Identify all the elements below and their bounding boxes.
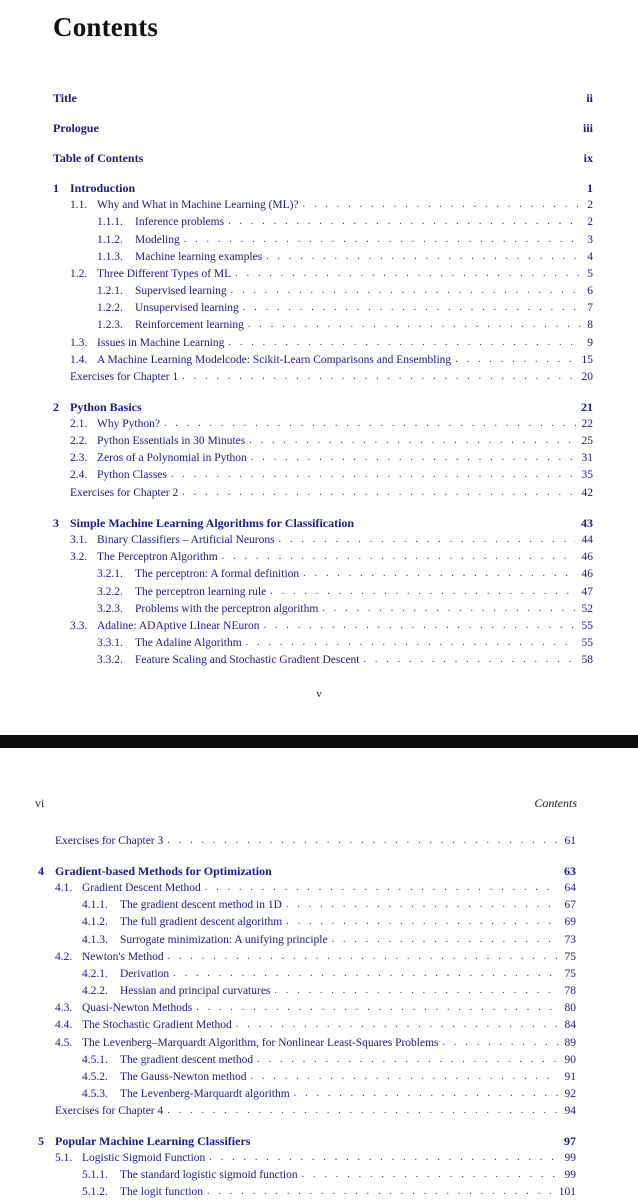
entry-title: Exercises for Chapter 2 [70,487,179,499]
entry-page: 25 [581,435,593,447]
front-matter-entry[interactable] [53,89,593,105]
entry-page: 31 [581,452,593,464]
entry-title: Hessian and principal curvatures [120,985,271,997]
entry-page: 1 [587,181,593,195]
toc-chapter-entry[interactable] [38,862,576,878]
dot-leader [249,434,575,448]
toc-entry[interactable] [55,948,576,964]
dot-leader [222,550,576,564]
dot-leader [182,486,575,500]
dot-leader [235,267,581,281]
entry-number: 4.5. [55,1037,73,1049]
entry-number: 4.2.2. [82,985,108,997]
entry-title: The gradient descent method [120,1054,254,1066]
dot-leader [243,301,581,315]
toc-entry[interactable] [70,583,593,599]
dot-leader [455,353,575,367]
toc-entry[interactable] [55,931,576,947]
page-folio: v [316,688,322,700]
entry-page: 84 [564,1019,576,1031]
entry-title: Supervised learning [135,285,227,297]
dot-leader [196,1001,558,1015]
entry-title: Gradient-based Methods for Optimization [55,864,272,878]
toc-entry[interactable] [70,634,593,650]
entry-title: Zeros of a Polynomial in Python [97,452,247,464]
entry-title: Prologue [53,121,99,135]
entry-title: The logit function [120,1186,204,1198]
dot-leader [207,1185,553,1199]
entry-title: The Levenberg–Marquardt Algorithm, for Nonlinear Least-Squares Problems [82,1037,439,1049]
entry-title: The Gauss-Newton method [120,1071,247,1083]
entry-number: 4.1. [55,882,73,894]
entry-title: Title [53,91,77,105]
entry-number: 3.3. [70,620,88,632]
toc-entry[interactable] [55,1051,576,1067]
entry-number: 2.2. [70,435,88,447]
entry-title: Exercises for Chapter 3 [55,835,164,847]
dot-leader [246,636,576,650]
front-matter-entry[interactable] [53,149,593,165]
entry-number: 2.1. [70,418,88,430]
toc-entry[interactable] [70,299,593,315]
entry-title: Introduction [70,181,136,195]
entry-number: 4.5.1. [82,1054,108,1066]
dot-leader [168,950,559,964]
entry-page: 46 [581,568,593,580]
entry-page: 78 [564,985,576,997]
entry-title: The Perceptron Algorithm [97,551,218,563]
entry-number: 5.1. [55,1152,73,1164]
entry-number: 1.3. [70,337,88,349]
entry-page: 61 [564,835,576,847]
entry-number: 3 [53,516,59,530]
page-separator [0,735,638,748]
entry-title: Logistic Sigmoid Function [82,1152,206,1164]
toc-entry[interactable] [70,600,593,616]
dot-leader [184,233,582,247]
entry-page: 92 [564,1088,576,1100]
entry-number: 4.2.1. [82,968,108,980]
page-title: Contents [53,12,159,42]
toc-entry[interactable] [70,334,593,350]
dot-leader [364,653,576,667]
dot-leader [286,915,558,929]
dot-leader [294,1087,559,1101]
toc-entry[interactable] [70,617,593,633]
entry-title: Why Python? [97,418,160,430]
entry-number: 3.2.2. [97,586,123,598]
toc-entry[interactable] [55,1034,576,1050]
dot-leader [164,417,576,431]
toc-entry[interactable] [70,213,593,229]
entry-title: Reinforcement learning [135,319,244,331]
entry-page: 99 [564,1152,576,1164]
entry-number: 2.3. [70,452,88,464]
entry-number: 4 [38,864,44,878]
toc-entry[interactable] [55,1183,576,1199]
entry-title: Why and What in Machine Learning (ML)? [97,199,299,211]
entry-title: The standard logistic sigmoid function [120,1169,298,1181]
entry-title: The Adaline Algorithm [135,637,242,649]
dot-leader [248,318,581,332]
entry-title: Three Different Types of ML [97,268,232,280]
entry-title: Modeling [135,234,180,246]
entry-page: 52 [581,603,593,615]
entry-number: 1 [53,181,59,195]
entry-title: The Stochastic Gradient Method [82,1019,232,1031]
entry-number: 4.5.3. [82,1088,108,1100]
entry-page: 43 [581,516,593,530]
entry-number: 4.1.1. [82,899,108,911]
toc-entry[interactable] [70,231,593,247]
dot-leader [279,533,576,547]
entry-number: 1.1. [70,199,88,211]
toc-entry[interactable] [70,248,593,264]
entry-number: 4.4. [55,1019,73,1031]
entry-title: Popular Machine Learning Classifiers [55,1134,251,1148]
toc-entry[interactable] [70,531,593,547]
dot-leader [236,1018,559,1032]
entry-number: 3.1. [70,534,88,546]
entry-page: 101 [558,1186,576,1198]
entry-page: ix [583,151,593,165]
entry-page: 75 [564,968,576,980]
dot-leader [286,898,559,912]
toc-entry[interactable] [55,965,576,981]
entry-page: ii [586,91,593,105]
dot-leader [443,1036,559,1050]
entry-title: Python Essentials in 30 Minutes [97,435,246,447]
entry-page: 47 [581,586,593,598]
dot-leader [182,370,575,384]
toc-entry[interactable] [70,449,593,465]
dot-leader [228,215,581,229]
toc-entry[interactable] [70,651,593,667]
toc-entry[interactable] [55,1149,576,1165]
toc-entry[interactable] [55,1085,576,1101]
dot-leader [251,451,576,465]
dot-leader [264,619,576,633]
dot-leader [167,834,558,848]
dot-leader [270,585,575,599]
toc-entry[interactable] [70,484,593,500]
entry-page: 20 [581,371,593,383]
entry-title: Feature Scaling and Stochastic Gradient Descent [135,654,360,666]
toc-entry[interactable] [55,1166,576,1182]
entry-title: Table of Contents [53,151,144,165]
entry-page: 4 [587,251,593,263]
dot-leader [322,602,575,616]
toc-entry[interactable] [70,368,593,384]
entry-page: 55 [581,620,593,632]
entry-title: Gradient Descent Method [82,882,201,894]
entry-number: 2 [53,400,59,414]
entry-page: 58 [581,654,593,666]
toc-entry[interactable] [55,1016,576,1032]
entry-page: 55 [581,637,593,649]
toc-entry[interactable] [55,879,576,895]
dot-leader [173,967,558,981]
toc-entry[interactable] [55,1102,576,1118]
page-folio: vi [35,796,45,810]
entry-page: 35 [581,469,593,481]
toc-chapter-entry[interactable] [53,398,593,414]
entry-page: 67 [564,899,576,911]
dot-leader [250,1070,558,1084]
toc-entry[interactable] [70,565,593,581]
toc-entry[interactable] [70,282,593,298]
front-matter-entry[interactable] [53,119,593,135]
toc-entry[interactable] [55,1068,576,1084]
entry-page: 3 [587,234,593,246]
dot-leader [171,468,576,482]
entry-title: Issues in Machine Learning [97,337,225,349]
entry-title: Derivation [120,968,170,980]
toc-entry[interactable] [70,466,593,482]
entry-title: Exercises for Chapter 1 [70,371,179,383]
toc-chapter-entry[interactable] [38,1132,576,1148]
toc-entry[interactable] [55,913,576,929]
entry-title: Inference problems [135,216,225,228]
toc-entry[interactable] [70,548,593,564]
entry-number: 3.3.2. [97,654,123,666]
toc-entry[interactable] [70,265,593,281]
dot-leader [303,198,582,212]
entry-page: 46 [581,551,593,563]
entry-page: 75 [564,951,576,963]
toc-chapter-entry[interactable] [53,514,593,530]
entry-number: 4.1.2. [82,916,108,928]
entry-page: 9 [587,337,593,349]
entry-page: iii [582,121,593,135]
entry-number: 1.1.3. [97,251,123,263]
entry-page: 69 [564,916,576,928]
entry-page: 21 [581,400,593,414]
dot-leader [303,567,575,581]
toc-entry[interactable] [55,982,576,998]
entry-page: 91 [564,1071,576,1083]
dot-leader [231,284,582,298]
entry-title: A Machine Learning Modelcode: Scikit-Learn Comparisons and Ensembling [97,354,452,366]
entry-page: 7 [587,302,593,314]
entry-number: 4.2. [55,951,73,963]
dot-leader [266,250,581,264]
entry-title: Adaline: ADAptive LInear NEuron [97,620,260,632]
entry-title: The full gradient descent algorithm [120,916,283,928]
entry-page: 42 [581,487,593,499]
dot-leader [205,881,559,895]
dot-leader [228,336,581,350]
toc-entry[interactable] [55,999,576,1015]
entry-title: The perceptron learning rule [135,586,267,598]
entry-page: 89 [564,1037,576,1049]
toc-entry[interactable] [55,832,576,848]
entry-number: 4.5.2. [82,1071,108,1083]
entry-page: 97 [564,1134,576,1148]
entry-page: 80 [564,1002,576,1014]
entry-number: 1.2.2. [97,302,123,314]
entry-title: Python Classes [97,469,167,481]
entry-number: 4.1.3. [82,934,108,946]
entry-page: 15 [581,354,593,366]
toc-chapter-entry[interactable] [53,179,593,195]
entry-title: Surrogate minimization: A unifying principle [120,934,328,946]
entry-number: 1.1.1. [97,216,123,228]
entry-page: 63 [564,864,576,878]
toc-entry[interactable] [70,432,593,448]
entry-number: 1.2.1. [97,285,123,297]
entry-title: The gradient descent method in 1D [120,899,282,911]
entry-number: 5.1.2. [82,1186,108,1198]
entry-number: 1.4. [70,354,88,366]
entry-number: 1.1.2. [97,234,123,246]
toc-entry[interactable] [70,351,593,367]
dot-leader [302,1168,559,1182]
entry-title: Exercises for Chapter 4 [55,1105,164,1117]
entry-number: 3.2. [70,551,88,563]
dot-leader [274,984,558,998]
entry-page: 94 [564,1105,576,1117]
entry-title: Problems with the perceptron algorithm [135,603,319,615]
entry-page: 90 [564,1054,576,1066]
dot-leader [209,1151,558,1165]
entry-page: 22 [581,418,593,430]
entry-title: Python Basics [70,400,142,414]
entry-page: 2 [587,216,593,228]
entry-page: 5 [587,268,593,280]
entry-title: Binary Classifiers – Artificial Neurons [97,534,275,546]
entry-title: Quasi-Newton Methods [82,1002,193,1014]
dot-leader [167,1104,558,1118]
entry-title: Unsupervised learning [135,302,239,314]
entry-title: Simple Machine Learning Algorithms for Classification [70,516,355,530]
entry-title: Newton's Method [82,951,164,963]
entry-number: 1.2. [70,268,88,280]
entry-number: 5 [38,1134,44,1148]
dot-leader [257,1053,558,1067]
toc-page-vi [0,748,638,1200]
running-head: Contents [534,796,577,810]
entry-page: 73 [564,934,576,946]
entry-page: 8 [587,319,593,331]
entry-number: 2.4. [70,469,88,481]
entry-number: 5.1.1. [82,1169,108,1181]
entry-page: 6 [587,285,593,297]
entry-number: 4.3. [55,1002,73,1014]
toc-entry[interactable] [55,896,576,912]
entry-number: 1.2.3. [97,319,123,331]
entry-page: 99 [564,1169,576,1181]
entry-number: 3.3.1. [97,637,123,649]
toc-entry[interactable] [70,316,593,332]
entry-number: 3.2.3. [97,603,123,615]
dot-leader [332,933,559,947]
entry-number: 3.2.1. [97,568,123,580]
entry-title: The perceptron: A formal definition [135,568,300,580]
entry-page: 2 [587,199,593,211]
toc-entry[interactable] [70,415,593,431]
entry-page: 64 [564,882,576,894]
toc-entry[interactable] [70,196,593,212]
entry-title: Machine learning examples [135,251,263,263]
entry-page: 44 [581,534,593,546]
entry-title: The Levenberg-Marquardt algorithm [120,1088,290,1100]
